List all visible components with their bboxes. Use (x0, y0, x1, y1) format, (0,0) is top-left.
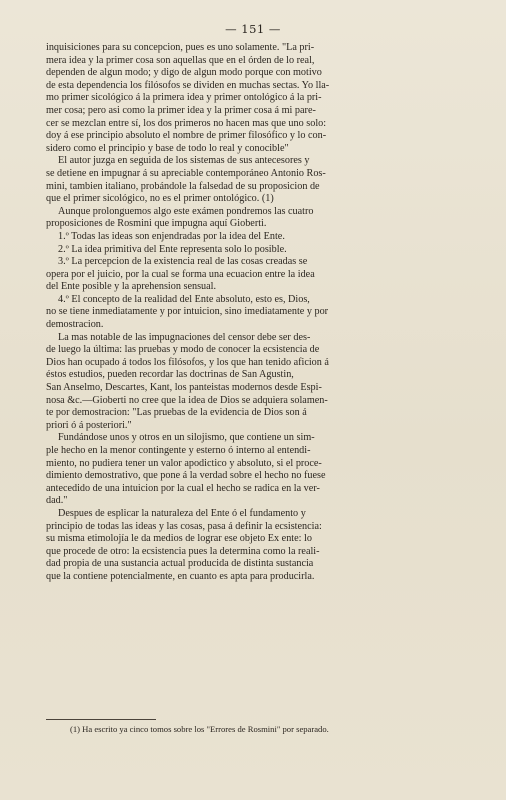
text-line: éstos estudios, pueden recordar las doctrinas de San Agustin, (46, 369, 294, 381)
text-line: cer se mezclan entre sí, los dos primeros no hacen mas que uno solo: (46, 117, 327, 129)
text-line: El autor juzga en seguida de los sistemas de sus antecesores y (58, 155, 310, 167)
text-line: mera idea y la primer cosa son aquellas que en el órden de lo real, (46, 54, 315, 66)
body-text (46, 42, 484, 584)
text-line: ple hecho en la menor contingente y esterno ó interno al entendi- (46, 445, 311, 456)
text-line: de esta dependencia los filósofos se dividen en muchas sectas. Yo lla- (46, 79, 330, 91)
text-line: no se tiene inmediatamente y por intuicion, sino imediatamente y por (46, 306, 329, 318)
text-line: dimiento demostrativo, que pone á la verdad sobre el hecho no fuese (46, 470, 326, 482)
text-line: dad propia de una sustancia actual producida de distinta sustancia (46, 558, 314, 570)
text-line: inquisiciones para su concepcion, pues es uno solamente. "La pri- (46, 42, 315, 53)
text-line: 1.º Todas las ideas son enjendradas por la idea del Ente. (58, 230, 285, 242)
text-line: La mas notable de las impugnaciones del censor debe ser des- (58, 331, 311, 343)
text-line: doy á ese principio absoluto el nombre de primer filosófico y lo con- (46, 130, 327, 142)
text-line: mer cosa; pero asi como la primer idea y la primer cosa á mi pare- (46, 104, 316, 116)
text-line: Fundándose unos y otros en un silojismo, que contiene un sim- (58, 432, 315, 444)
text-line: proposiciones de Rosmini que impugna aquí Gioberti. (46, 218, 267, 230)
text-line: principio de todas las ideas y las cosas, pasa á definir la ecsistencia: (46, 520, 322, 532)
text-line: de luego la última: las pruebas y modo de conocer la ecsistencia de (46, 344, 320, 356)
text-line: 3.º La percepcion de la existencia real de las cosas creadas se (58, 256, 308, 268)
footnote-divider (46, 719, 156, 720)
text-line: priori ó á posteriori." (46, 419, 132, 431)
text-line: mini, tambien italiano, probándole la falsedad de su proposicion de (46, 180, 320, 192)
text-line: Aunque prolonguemos algo este exámen pondremos las cuatro (58, 205, 314, 217)
text-line: antecedido de una intuicion por la cual el hecho se radica en la ver- (46, 482, 320, 494)
text-line: Dios han ocupado á todos los filósofos, y los que han tenido aficion á (46, 356, 329, 368)
text-line: su misma etimolojía le da medios de lograr ese objeto Ex ente: lo (46, 533, 312, 545)
text-line: que procede de otro: la ecsistencia pues la determina como la reali- (46, 545, 320, 557)
text-line: del Ente posible y la aprehension sensual. (46, 281, 217, 293)
text-line: se detiene en impugnar á su apreciable contemporáneo Antonio Ros- (46, 167, 326, 179)
text-line: dad." (46, 495, 68, 507)
text-line: 4.º El concepto de la realidad del Ente absoluto, esto es, Dios, (58, 293, 310, 305)
text-line: 2.º La idea primitiva del Ente representa solo lo posible. (58, 243, 287, 255)
text-line: que el primer sicológico, no es el primer ontológico. (1) (46, 193, 274, 205)
text-line: opera por el juicio, por la cual se forma una ecuacion entre la idea (46, 268, 315, 280)
text-line: sidero como el principio y base de todo lo real y conocible" (46, 142, 289, 154)
text-line: te por demostracion: "Las pruebas de la evidencia de Dios son á (46, 407, 307, 419)
text-line: que la contiene potencialmente, en cuanto es apta para producirla. (46, 570, 315, 582)
page-number: — 151 — (225, 22, 281, 36)
text-line: demostracion. (46, 319, 104, 331)
text-line: nosa &c.—Gioberti no cree que la idea de Dios se adquiera solamen- (46, 394, 328, 406)
text-line: San Anselmo, Descartes, Kant, los panteistas modernos desde Espi- (46, 382, 322, 394)
text-line: dependen de algun modo; y digo de algun modo porque con motivo (46, 67, 322, 79)
text-line: miento, no pudiera tener un valor apodictico y absoluto, si el proce- (46, 457, 322, 469)
footnote: (1) Ha escrito ya cinco tomos sobre los "Errores de Rosmini" por separado. (70, 724, 329, 734)
text-line: Despues de esplicar la naturaleza del Ente ó el fundamento y (58, 507, 306, 519)
text-line: mo primer sicológico á la primera idea y primer ontológico á la pri- (46, 92, 322, 104)
